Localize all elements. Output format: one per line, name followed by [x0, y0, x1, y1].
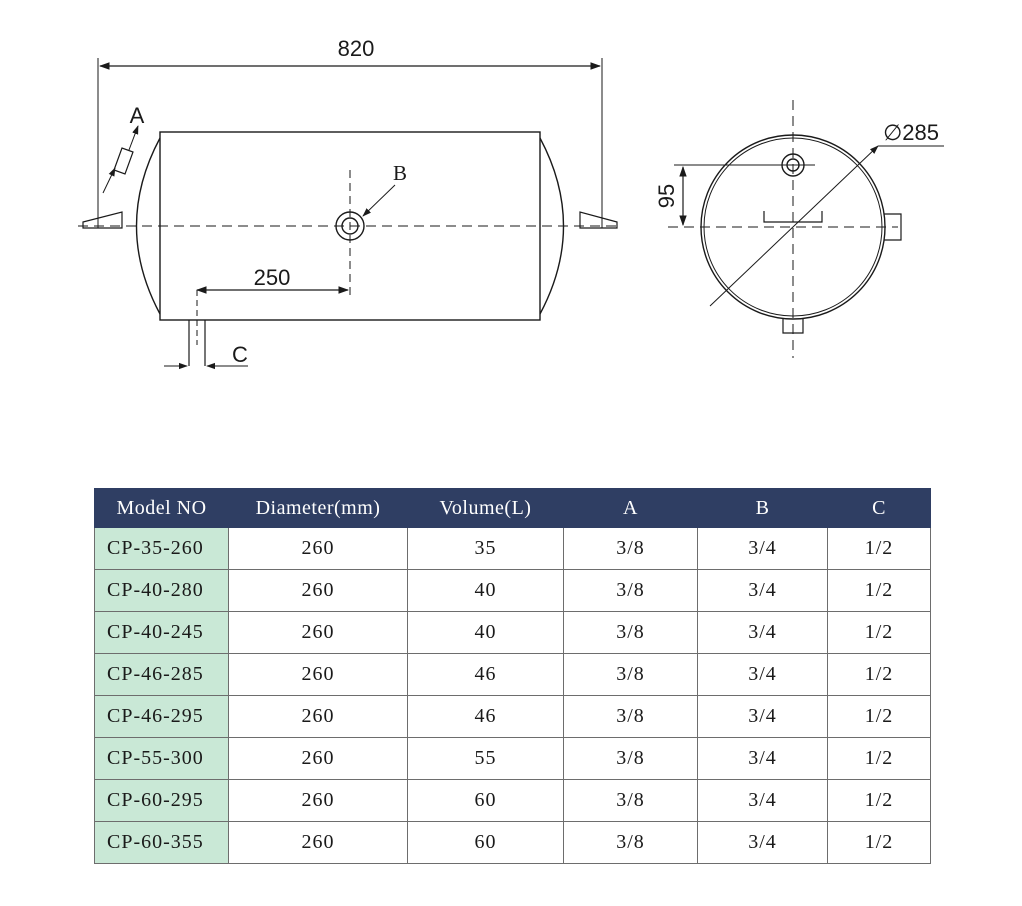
b-cell: 3/4	[698, 528, 828, 570]
port-b	[336, 170, 395, 298]
a-cell: 3/8	[564, 696, 698, 738]
table-row	[95, 822, 931, 864]
c-cell: 1/2	[828, 822, 931, 864]
diameter-cell: 260	[229, 696, 408, 738]
c-cell: 1/2	[828, 528, 931, 570]
table-body	[95, 528, 931, 864]
model-cell: CP-40-280	[95, 570, 229, 612]
a-cell: 3/8	[564, 822, 698, 864]
a-cell: 3/8	[564, 738, 698, 780]
header-b: B	[698, 489, 828, 528]
header-diameter: Diameter(mm)	[229, 489, 408, 528]
a-cell: 3/8	[564, 528, 698, 570]
model-cell: CP-60-295	[95, 780, 229, 822]
table-row	[95, 738, 931, 780]
model-cell: CP-46-295	[95, 696, 229, 738]
header-c: C	[828, 489, 931, 528]
a-cell: 3/8	[564, 654, 698, 696]
diameter-label: ∅285	[883, 120, 939, 145]
table-row	[95, 570, 931, 612]
port-b-label: B	[392, 161, 408, 185]
diameter-cell: 260	[229, 654, 408, 696]
table-row	[95, 612, 931, 654]
c-cell: 1/2	[828, 738, 931, 780]
table-row	[95, 654, 931, 696]
offset-label: 250	[253, 265, 291, 290]
table-row	[95, 696, 931, 738]
diameter-cell: 260	[229, 528, 408, 570]
c-cell: 1/2	[828, 612, 931, 654]
c-cell: 1/2	[828, 696, 931, 738]
c-cell: 1/2	[828, 570, 931, 612]
b-cell: 3/4	[698, 612, 828, 654]
volume-cell: 46	[408, 696, 564, 738]
table-row	[95, 528, 931, 570]
volume-cell: 60	[408, 780, 564, 822]
volume-cell: 46	[408, 654, 564, 696]
diameter-cell: 260	[229, 612, 408, 654]
length-label: 820	[337, 36, 375, 61]
header-model-no: Model NO	[95, 489, 229, 528]
model-cell: CP-40-245	[95, 612, 229, 654]
specification-table	[94, 488, 931, 864]
b-cell: 3/4	[698, 570, 828, 612]
volume-cell: 60	[408, 822, 564, 864]
b-cell: 3/4	[698, 780, 828, 822]
model-cell: CP-46-285	[95, 654, 229, 696]
height-label: 95	[654, 183, 679, 209]
c-cell: 1/2	[828, 654, 931, 696]
b-cell: 3/4	[698, 738, 828, 780]
volume-cell: 40	[408, 612, 564, 654]
a-cell: 3/8	[564, 570, 698, 612]
diameter-cell: 260	[229, 780, 408, 822]
header-volume: Volume(L)	[408, 489, 564, 528]
diameter-cell: 260	[229, 822, 408, 864]
c-cell: 1/2	[828, 780, 931, 822]
port-a	[103, 126, 138, 193]
header-a: A	[564, 489, 698, 528]
table-header-row	[95, 489, 931, 528]
model-cell: CP-35-260	[95, 528, 229, 570]
a-cell: 3/8	[564, 780, 698, 822]
volume-cell: 55	[408, 738, 564, 780]
diameter-leader	[710, 146, 878, 306]
model-cell: CP-60-355	[95, 822, 229, 864]
b-cell: 3/4	[698, 822, 828, 864]
volume-cell: 40	[408, 570, 564, 612]
volume-cell: 35	[408, 528, 564, 570]
b-cell: 3/4	[698, 696, 828, 738]
table-row	[95, 780, 931, 822]
side-view	[78, 58, 622, 366]
port-a-label: A	[129, 103, 145, 128]
diameter-cell: 260	[229, 738, 408, 780]
model-cell: CP-55-300	[95, 738, 229, 780]
a-cell: 3/8	[564, 612, 698, 654]
port-c-label: C	[232, 342, 248, 367]
b-cell: 3/4	[698, 654, 828, 696]
diameter-cell: 260	[229, 570, 408, 612]
